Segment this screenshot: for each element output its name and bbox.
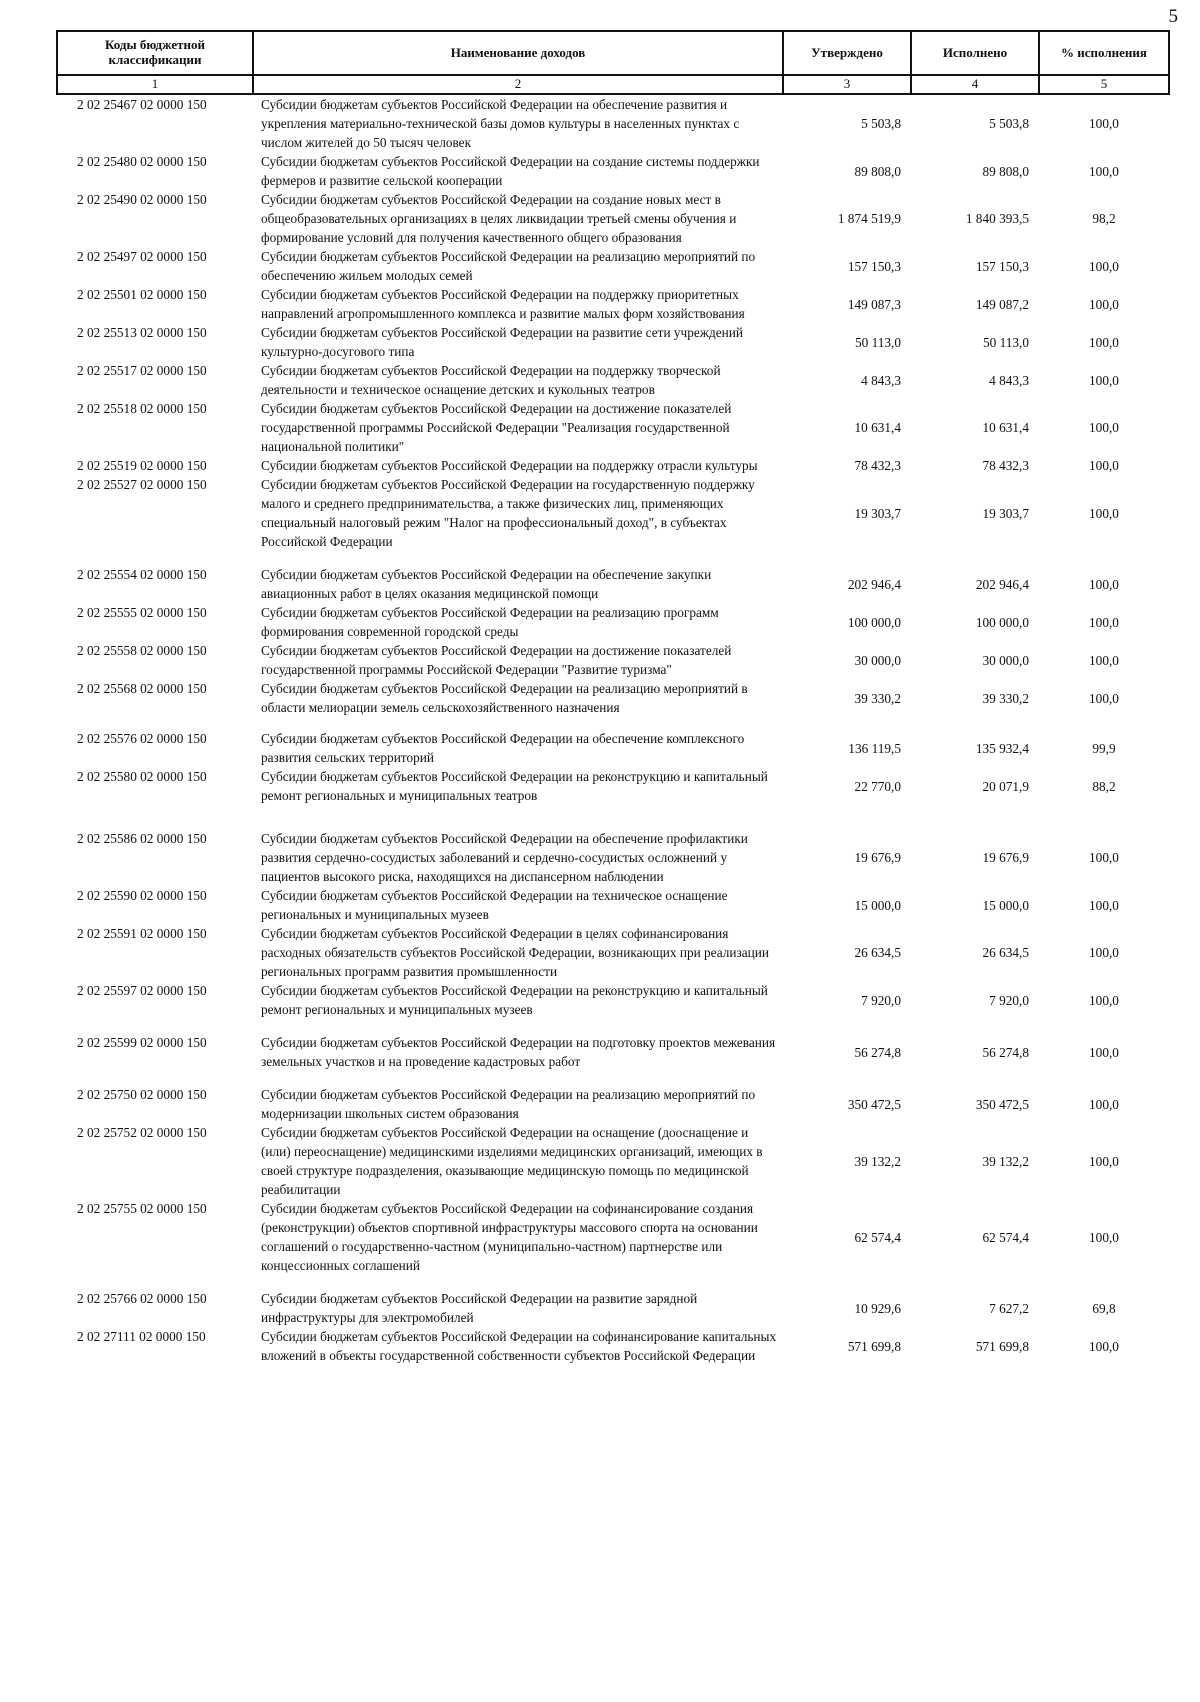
row-name: Субсидии бюджетам субъектов Российской Федерации на реализацию мероприятий по модернизации школьных систем образования [261,1087,756,1121]
row-name: Субсидии бюджетам субъектов Российской Федерации на реализацию мероприятий по обеспечению жильем молодых семей [261,249,756,283]
header-name: Наименование доходов [253,31,783,75]
row-percent: 100,0 [1089,372,1119,388]
row-code: 2 02 25597 02 0000 150 [77,983,207,998]
row-percent: 100,0 [1089,1338,1119,1354]
row-name: Субсидии бюджетам субъектов Российской Федерации на реконструкцию и капитальный ремонт региональных и муниципальных театров [261,769,768,803]
row-code: 2 02 25599 02 0000 150 [77,1035,207,1050]
row-approved: 78 432,3 [854,458,901,473]
page-number: 5 [1168,6,1178,27]
row-approved: 4 843,3 [861,372,901,388]
row-executed: 30 000,0 [982,652,1029,668]
header-approved: Утверждено [783,31,911,75]
row-code: 2 02 25590 02 0000 150 [77,888,207,903]
row-executed: 1 840 393,5 [965,211,1029,226]
row-code: 2 02 25586 02 0000 150 [77,831,207,846]
row-approved: 10 631,4 [854,420,901,435]
table-row [57,152,1169,190]
row-code: 2 02 25513 02 0000 150 [77,325,207,340]
row-code: 2 02 25568 02 0000 150 [77,681,207,696]
row-approved: 100 000,0 [847,614,901,630]
row-name: Субсидии бюджетам субъектов Российской Федерации на достижение показателей государственной программы Российской Федерации "Развитие туризма" [261,643,732,677]
row-approved: 19 676,9 [854,850,901,865]
row-code: 2 02 25750 02 0000 150 [77,1087,207,1102]
row-percent: 100,0 [1089,1229,1119,1245]
table-row [57,829,1169,886]
row-percent: 100,0 [1089,163,1119,179]
row-executed: 19 676,9 [982,850,1029,865]
row-name: Субсидии бюджетам субъектов Российской Федерации на реконструкцию и капитальный ремонт региональных и муниципальных музеев [261,983,768,1017]
table-row [57,679,1169,729]
table-row [57,1327,1169,1365]
row-name: Субсидии бюджетам субъектов Российской Федерации на государственную поддержку малого и среднего предпринимательства, а также физических лиц, применяющих специальный налоговый режим "Налог на профессиональный доход", в субъектах Российской Федерации [261,477,755,549]
row-percent: 100,0 [1089,850,1119,865]
row-executed: 571 699,8 [975,1338,1029,1354]
row-approved: 50 113,0 [854,334,901,350]
row-executed: 39 330,2 [982,690,1029,706]
row-code: 2 02 25555 02 0000 150 [77,605,207,620]
row-percent: 100,0 [1089,258,1119,274]
table-row [57,924,1169,981]
row-approved: 30 000,0 [854,652,901,668]
row-code: 2 02 25497 02 0000 150 [77,249,207,264]
row-code: 2 02 25501 02 0000 150 [77,287,207,302]
row-executed: 50 113,0 [982,334,1029,350]
row-executed: 350 472,5 [975,1096,1029,1112]
row-approved: 19 303,7 [854,505,901,521]
row-executed: 149 087,2 [975,296,1029,312]
row-percent: 100,0 [1089,897,1119,913]
table-row [57,247,1169,285]
row-name: Субсидии бюджетам субъектов Российской Федерации на реализацию программ формирования современной городской среды [261,605,719,639]
row-code: 2 02 25519 02 0000 150 [77,458,207,473]
table-row [57,729,1169,767]
row-approved: 350 472,5 [847,1096,901,1112]
row-percent: 100,0 [1089,576,1119,592]
row-name: Субсидии бюджетам субъектов Российской Федерации на создание новых мест в общеобразовательных организациях в целях ликвидации третьей смены обучения и формирование условий для получения качественного общего образования [261,192,737,245]
header-column-number: 4 [911,75,1039,94]
row-code: 2 02 25490 02 0000 150 [77,192,207,207]
table-row [57,565,1169,603]
row-code: 2 02 25558 02 0000 150 [77,643,207,658]
table-row [57,475,1169,565]
row-name: Субсидии бюджетам субъектов Российской Федерации на развитие зарядной инфраструктуры для электромобилей [261,1291,698,1325]
row-approved: 89 808,0 [854,163,901,179]
header-codes: Коды бюджетной классификации [57,31,253,75]
row-code: 2 02 25576 02 0000 150 [77,731,207,746]
row-percent: 100,0 [1089,614,1119,630]
row-executed: 10 631,4 [982,420,1029,435]
row-percent: 100,0 [1089,1153,1119,1169]
table-row [57,285,1169,323]
table-row [57,1085,1169,1123]
row-code: 2 02 25766 02 0000 150 [77,1291,207,1306]
header-percent: % исполнения [1039,31,1169,75]
row-code: 2 02 25480 02 0000 150 [77,154,207,169]
row-code: 2 02 25517 02 0000 150 [77,363,207,378]
row-name: Субсидии бюджетам субъектов Российской Федерации на реализацию мероприятий в области мелиорации земель сельскохозяйственного назначения [261,681,748,715]
row-approved: 7 920,0 [861,992,901,1008]
row-approved: 157 150,3 [847,258,901,274]
row-percent: 100,0 [1089,945,1119,960]
row-name: Субсидии бюджетам субъектов Российской Федерации на достижение показателей государственной программы Российской Федерации "Реализация государственной национальной политики" [261,401,732,454]
row-executed: 78 432,3 [982,458,1029,473]
row-percent: 100,0 [1089,458,1119,473]
row-executed: 5 503,8 [989,116,1029,131]
row-percent: 100,0 [1089,992,1119,1008]
table-row [57,361,1169,399]
row-executed: 89 808,0 [982,163,1029,179]
row-name: Субсидии бюджетам субъектов Российской Федерации на создание системы поддержки фермеров и развитие сельской кооперации [261,154,760,188]
row-code: 2 02 25580 02 0000 150 [77,769,207,784]
row-name: Субсидии бюджетам субъектов Российской Федерации на оснащение (дооснащение и (или) переоснащение) медицинскими изделиями медицинских организаций, имеющих в своей структуре подразделения, оказывающие медицинскую помощь по медицинской реабилитации [261,1125,763,1197]
header-column-number: 5 [1039,75,1169,94]
row-name: Субсидии бюджетам субъектов Российской Федерации на обеспечение закупки авиационных работ в целях оказания медицинской помощи [261,567,712,601]
header-column-number: 2 [253,75,783,94]
row-name: Субсидии бюджетам субъектов Российской Федерации на поддержку отрасли культуры [261,458,758,473]
table-body [57,94,1169,1365]
row-name: Субсидии бюджетам субъектов Российской Федерации на развитие сети учреждений культурно-досугового типа [261,325,743,359]
row-name: Субсидии бюджетам субъектов Российской Федерации на обеспечение профилактики развития сердечно-сосудистых заболеваний и сердечно-сосудистых осложнений у пациентов высокого риска, находящихся на диспансерном наблюдении [261,831,748,884]
row-percent: 69,8 [1092,1300,1116,1316]
row-code: 2 02 27111 02 0000 150 [77,1329,206,1344]
row-approved: 149 087,3 [847,296,901,312]
row-code: 2 02 25527 02 0000 150 [77,477,207,492]
row-approved: 22 770,0 [854,778,901,794]
table-row [57,190,1169,247]
row-code: 2 02 25755 02 0000 150 [77,1201,207,1216]
row-percent: 88,2 [1092,778,1116,794]
row-approved: 571 699,8 [847,1338,901,1354]
row-code: 2 02 25752 02 0000 150 [77,1125,207,1140]
header-column-number: 3 [783,75,911,94]
row-executed: 135 932,4 [975,740,1029,756]
row-executed: 26 634,5 [982,945,1029,960]
table-header [57,31,1169,94]
row-approved: 5 503,8 [861,116,901,131]
row-name: Субсидии бюджетам субъектов Российской Федерации в целях софинансирования расходных обязательств субъектов Российской Федерации, возникающих при реализации региональных программ развития промышленности [261,926,770,979]
table-row [57,981,1169,1033]
table-row [57,323,1169,361]
row-code: 2 02 25518 02 0000 150 [77,401,207,416]
row-percent: 100,0 [1089,505,1119,521]
row-approved: 26 634,5 [854,945,901,960]
table-row [57,1123,1169,1199]
row-name: Субсидии бюджетам субъектов Российской Федерации на софинансирование создания (реконструкции) объектов спортивной инфраструктуры массового спорта на основании соглашений о государственно-частном (муниципально-частном) партнерстве или концессионных соглашений [261,1201,758,1273]
row-approved: 62 574,4 [854,1229,901,1245]
row-approved: 39 132,2 [854,1153,901,1169]
revenue-table-container [56,30,1168,1365]
row-code: 2 02 25554 02 0000 150 [77,567,207,582]
row-percent: 100,0 [1089,1096,1119,1112]
table-row [57,641,1169,679]
table-row [57,399,1169,456]
row-approved: 15 000,0 [854,897,901,913]
row-executed: 39 132,2 [982,1153,1029,1169]
header-executed: Исполнено [911,31,1039,75]
row-executed: 157 150,3 [975,258,1029,274]
row-code: 2 02 25591 02 0000 150 [77,926,207,941]
row-approved: 202 946,4 [847,576,901,592]
table-row [57,1199,1169,1289]
row-approved: 56 274,8 [854,1044,901,1060]
header-column-number: 1 [57,75,253,94]
table-row [57,886,1169,924]
row-approved: 136 119,5 [848,740,901,756]
row-approved: 10 929,6 [854,1300,901,1316]
row-percent: 100,0 [1089,1044,1119,1060]
row-executed: 7 920,0 [989,992,1029,1008]
row-executed: 7 627,2 [989,1300,1029,1316]
row-executed: 19 303,7 [982,505,1029,521]
row-percent: 99,9 [1092,740,1116,756]
row-percent: 98,2 [1092,211,1116,226]
row-percent: 100,0 [1089,652,1119,668]
table-row [57,603,1169,641]
row-name: Субсидии бюджетам субъектов Российской Федерации на поддержку творческой деятельности и техническое оснащение детских и кукольных театров [261,363,721,397]
row-name: Субсидии бюджетам субъектов Российской Федерации на обеспечение комплексного развития сельских территорий [261,731,745,765]
row-name: Субсидии бюджетам субъектов Российской Федерации на подготовку проектов межевания земельных участков и на проведение кадастровых работ [261,1035,776,1069]
row-executed: 202 946,4 [975,576,1029,592]
row-percent: 100,0 [1089,420,1119,435]
row-percent: 100,0 [1089,690,1119,706]
table-row [57,94,1169,152]
row-percent: 100,0 [1089,334,1119,350]
row-executed: 20 071,9 [982,778,1029,794]
row-executed: 56 274,8 [982,1044,1029,1060]
row-name: Субсидии бюджетам субъектов Российской Федерации на софинансирование капитальных вложений в объекты государственной собственности субъектов Российской Федерации [261,1329,777,1363]
table-row [57,767,1169,829]
row-name: Субсидии бюджетам субъектов Российской Федерации на техническое оснащение региональных и муниципальных музеев [261,888,728,922]
row-percent: 100,0 [1089,296,1119,312]
row-approved: 1 874 519,9 [837,211,901,226]
row-executed: 15 000,0 [982,897,1029,913]
row-approved: 39 330,2 [854,690,901,706]
table-row [57,1289,1169,1327]
row-executed: 100 000,0 [975,614,1029,630]
row-name: Субсидии бюджетам субъектов Российской Федерации на поддержку приоритетных направлений агропромышленного комплекса и развитие малых форм хозяйствования [261,287,745,321]
row-executed: 4 843,3 [989,372,1029,388]
row-executed: 62 574,4 [982,1229,1029,1245]
table-row [57,1033,1169,1085]
row-code: 2 02 25467 02 0000 150 [77,97,207,112]
row-percent: 100,0 [1089,116,1119,131]
table-row [57,456,1169,475]
revenue-table [56,30,1170,1365]
row-name: Субсидии бюджетам субъектов Российской Федерации на обеспечение развития и укрепления материально-технической базы домов культуры в населенных пунктах с числом жителей до 50 тысяч человек [261,97,740,150]
